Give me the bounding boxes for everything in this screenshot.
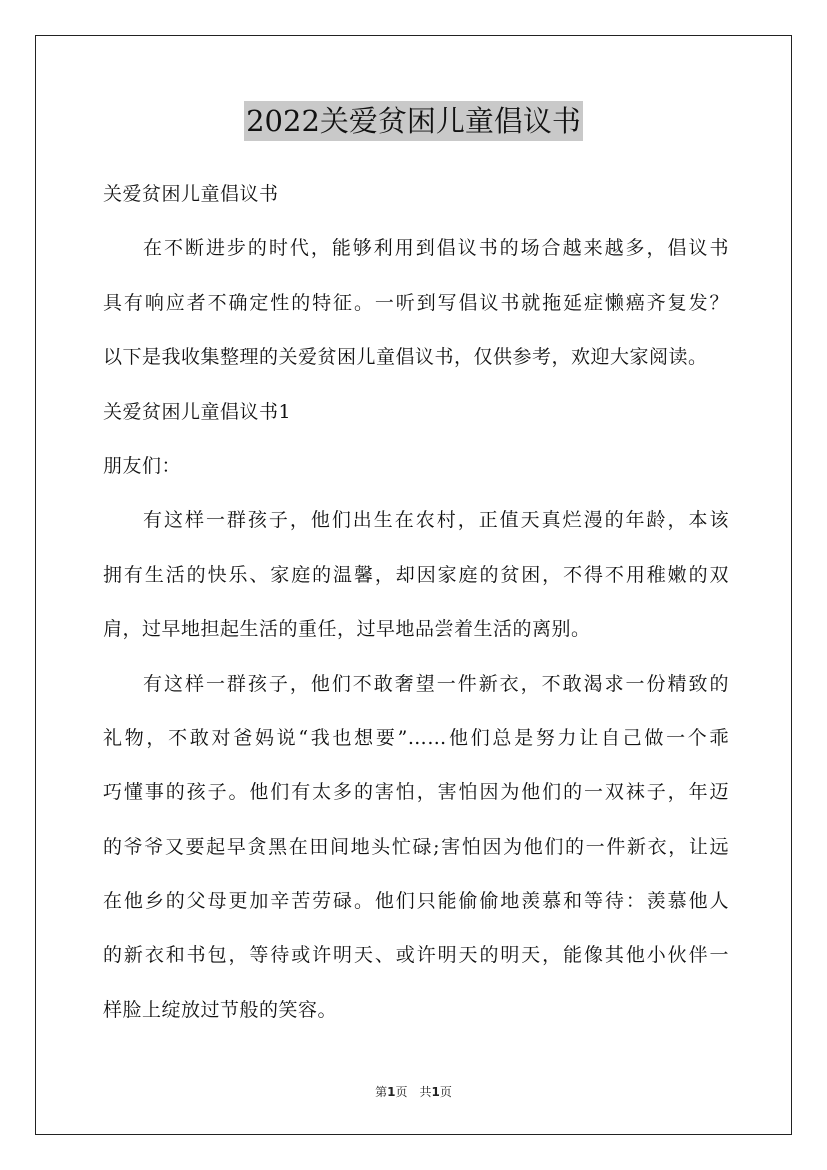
footer-suffix: 页 — [439, 1085, 452, 1099]
paragraph-line: 具有响应者不确定性的特征。一听到写倡议书就拖延症懒癌齐复发？ — [103, 291, 729, 314]
document-body — [103, 167, 729, 1037]
footer-mid: 页 共 — [395, 1085, 432, 1099]
paragraph-line: 的新衣和书包，等待或许明天、或许明天的明天，能像其他小伙伴一 — [103, 944, 729, 967]
paragraph-line: 在不断进步的时代，能够利用到倡议书的场合越来越多，倡议书 — [143, 237, 729, 260]
paragraph-line: 有这样一群孩子，他们出生在农村，正值天真烂漫的年龄，本该 — [143, 509, 729, 532]
current-page-number: 1 — [387, 1085, 396, 1099]
paragraph-line: 样脸上绽放过节般的笑容。 — [103, 998, 338, 1021]
paragraph-line: 肩，过早地担起生活的重任，过早地品尝着生活的离别。 — [103, 618, 591, 641]
paragraph-line: 巧懂事的孩子。他们有太多的害怕，害怕因为他们的一双袜子，年迈 — [103, 781, 729, 804]
page-footer — [0, 1083, 827, 1100]
paragraph-line: 在他乡的父母更加辛苦劳碌。他们只能偷偷地羡慕和等待：羡慕他人 — [103, 890, 729, 913]
paragraph-line: 的爷爷又要起早贪黑在田间地头忙碌;害怕因为他们的一件新衣，让远 — [103, 835, 729, 858]
paragraph-line: 礼物，不敢对爸妈说“我也想要”……他们总是努力让自己做一个乖 — [103, 726, 729, 749]
paragraph-line: 有这样一群孩子，他们不敢奢望一件新衣，不敢渴求一份精致的 — [143, 672, 729, 695]
paragraph-line: 拥有生活的快乐、家庭的温馨，却因家庭的贫困，不得不用稚嫩的双 — [103, 563, 729, 586]
paragraph-line: 以下是我收集整理的关爱贫困儿童倡议书，仅供参考，欢迎大家阅读。 — [103, 346, 708, 369]
total-pages-number: 1 — [431, 1085, 440, 1099]
document-title-text: 2022关爱贫困儿童倡议书 — [244, 101, 583, 141]
footer-prefix: 第 — [375, 1085, 388, 1099]
salutation-line: 朋友们： — [103, 454, 182, 477]
document-title — [0, 101, 827, 141]
section-heading: 关爱贫困儿童倡议书1 — [103, 400, 292, 423]
subtitle-line: 关爱贫困儿童倡议书 — [103, 183, 279, 205]
